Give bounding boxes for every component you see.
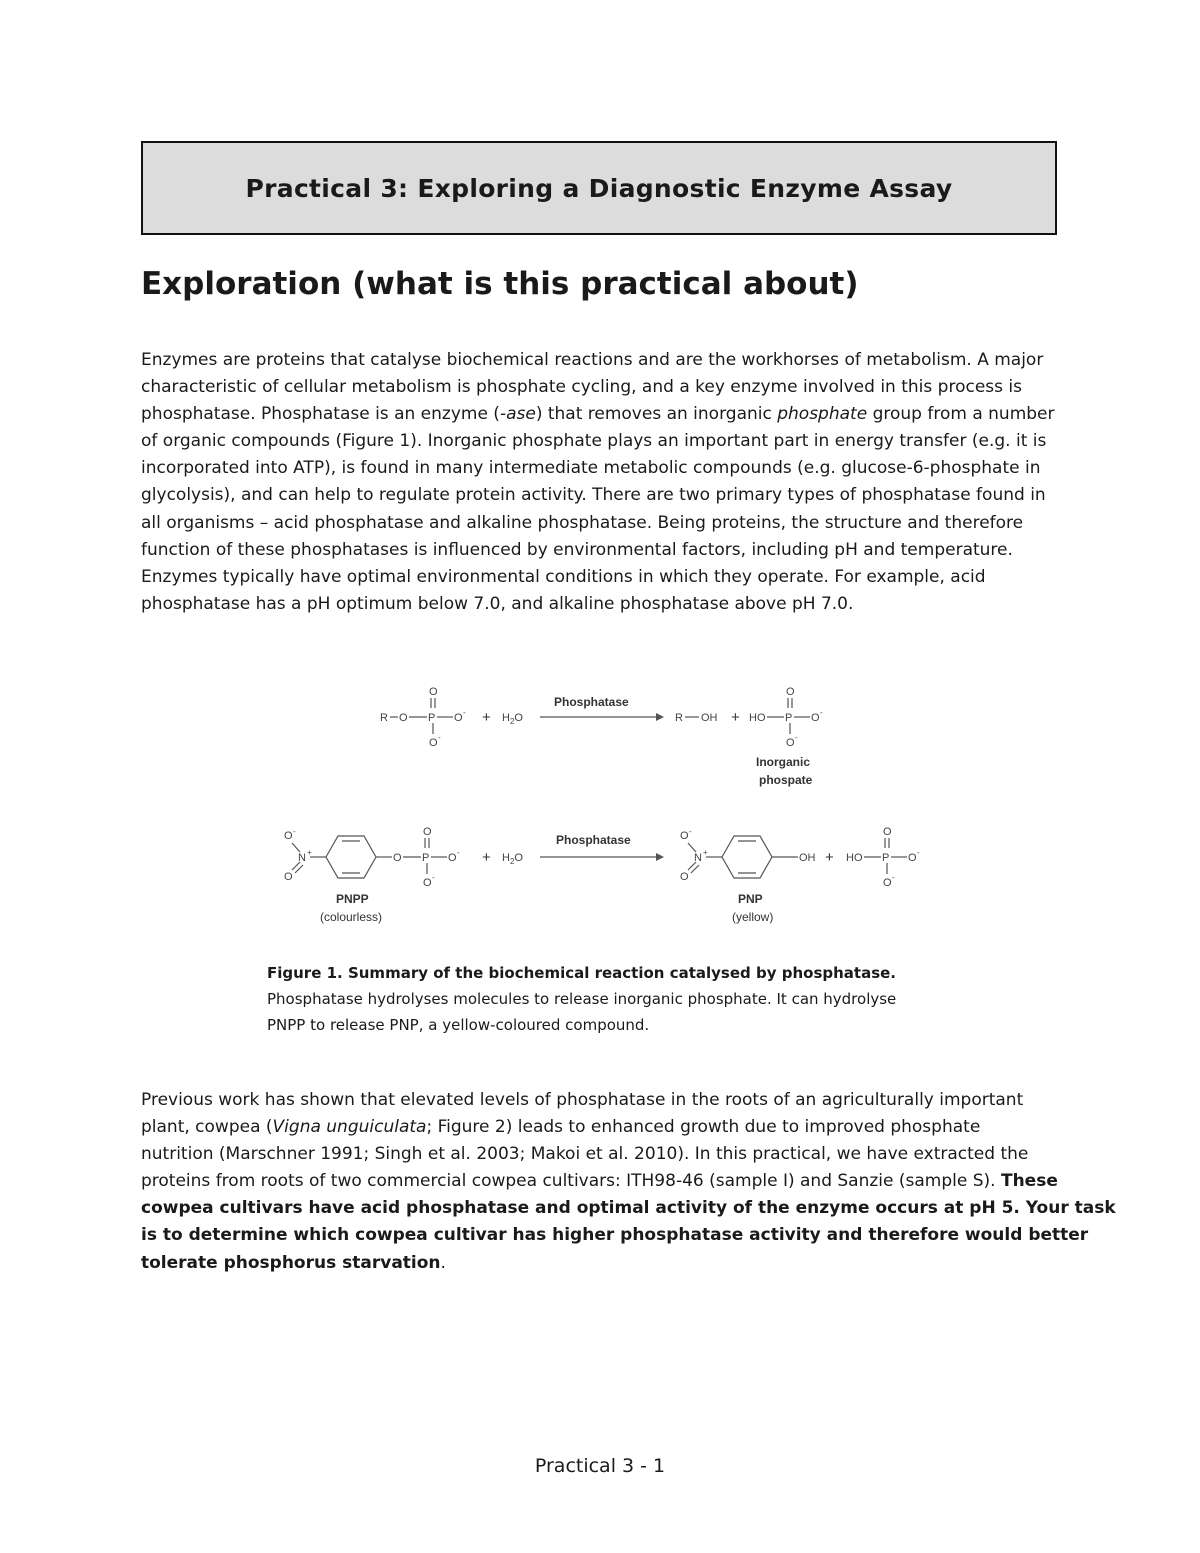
text-line: function of these phosphatases is influenced by environmental factors, including pH and temperature. <box>141 539 1013 560</box>
phospate-label: phospate <box>759 773 813 787</box>
pnp-label: PNP <box>738 892 763 906</box>
svg-text:O: O <box>399 712 408 724</box>
svg-text:P: P <box>785 712 793 724</box>
svg-text:HO: HO <box>846 852 863 864</box>
arrow-head-top <box>656 713 664 721</box>
svg-text:P: P <box>882 852 890 864</box>
svg-text:-: - <box>795 733 798 742</box>
alcohol-product <box>675 712 718 724</box>
text-line: is to determine which cowpea cultivar has higher phosphatase activity and therefore would better <box>141 1225 1089 1246</box>
svg-text:O: O <box>284 830 293 842</box>
svg-text:O: O <box>680 871 689 883</box>
svg-text:N: N <box>298 852 306 864</box>
svg-text:N: N <box>694 852 702 864</box>
figure-caption <box>267 960 967 1038</box>
svg-text:P: P <box>422 852 430 864</box>
inorganic-phosphate-molecule <box>749 686 823 749</box>
svg-text:-: - <box>438 733 441 742</box>
svg-text:O: O <box>393 852 402 864</box>
text-line: Previous work has shown that elevated levels of phosphatase in the roots of an agriculturally important <box>141 1090 1024 1110</box>
svg-text:O: O <box>454 712 463 724</box>
text-line: nutrition (Marschner 1991; Singh et al. 2003; Makoi et al. 2010). In this practical, we have extracted the <box>141 1144 1029 1165</box>
svg-text:+: + <box>482 849 491 866</box>
water-label-2: $H_2O$ <box>502 852 523 866</box>
pnp-molecule <box>680 827 816 883</box>
svg-text:+: + <box>307 848 312 857</box>
svg-text:R: R <box>380 712 388 724</box>
svg-text:O: O <box>883 826 892 838</box>
enzyme-label-bottom: Phosphatase <box>556 833 631 847</box>
svg-text:+: + <box>731 709 740 726</box>
text-line: all organisms – acid phosphatase and alkaline phosphatase. Being proteins, the structure and therefore <box>141 512 1024 533</box>
svg-text:+: + <box>825 849 834 866</box>
svg-text:+: + <box>703 848 708 857</box>
text-line: of organic compounds (Figure 1). Inorganic phosphate plays an important part in energy transfer (e.g. it is <box>141 431 1047 452</box>
svg-text:-: - <box>892 873 895 882</box>
text-line: Enzymes are proteins that catalyse biochemical reactions and are the workhorses of metabolism. A major <box>141 350 1044 370</box>
svg-text:OH: OH <box>799 852 816 864</box>
svg-text:-: - <box>293 827 296 836</box>
pnpp-molecule <box>284 826 460 889</box>
inorganic-label: Inorganic <box>756 755 811 769</box>
svg-text:O: O <box>423 877 432 889</box>
text-line: proteins from roots of two commercial cowpea cultivars: ITH98-46 (sample I) and Sanzie (sample S). These <box>141 1171 1058 1192</box>
intro-paragraph <box>141 347 1059 618</box>
phosphate-ester-molecule <box>380 686 466 749</box>
text-line: cowpea cultivars have acid phosphatase and optimal activity of the enzyme occurs at pH 5. Your task <box>141 1198 1116 1219</box>
text-line: phosphatase. Phosphatase is an enzyme (-ase) that removes an inorganic phosphate group from a number <box>141 404 1055 425</box>
svg-text:O: O <box>429 686 438 698</box>
svg-text:O: O <box>680 830 689 842</box>
svg-text:P: P <box>428 712 436 724</box>
svg-text:O: O <box>448 852 457 864</box>
svg-text:OH: OH <box>701 712 718 724</box>
text-line: glycolysis), and can help to regulate protein activity. There are two primary types of phosphatase found in <box>141 485 1046 506</box>
svg-text:O: O <box>423 826 432 838</box>
svg-text:+: + <box>482 709 491 726</box>
section-heading: Exploration (what is this practical about) <box>141 266 859 302</box>
caption-title: Figure 1. Summary of the biochemical reaction catalysed by phosphatase. <box>267 964 896 982</box>
text-line: plant, cowpea (Vigna unguiculata; Figure 2) leads to enhanced growth due to improved phosphate <box>141 1117 981 1138</box>
task-paragraph <box>141 1087 1116 1277</box>
svg-text:-: - <box>432 873 435 882</box>
svg-text:O: O <box>786 737 795 749</box>
page-footer: Practical 3 - 1 <box>534 1455 666 1477</box>
text-line: Enzymes typically have optimal environmental conditions in which they operate. For example, acid <box>141 566 986 587</box>
arrow-head-bottom <box>656 853 664 861</box>
caption-line: PNPP to release PNP, a yellow-coloured compound. <box>267 1016 650 1034</box>
yellow-label: (yellow) <box>732 910 774 924</box>
svg-text:O: O <box>883 877 892 889</box>
svg-text:R: R <box>675 712 683 724</box>
svg-text:O: O <box>786 686 795 698</box>
water-label: $H_2O$ <box>502 712 523 726</box>
enzyme-label-top: Phosphatase <box>554 695 629 709</box>
colourless-label: (colourless) <box>320 910 383 924</box>
svg-text:O: O <box>811 712 820 724</box>
text-line: tolerate phosphorus starvation. <box>141 1252 446 1273</box>
text-line: incorporated into ATP), is found in many intermediate metabolic compounds (e.g. glucose-6-phosphate in <box>141 458 1041 479</box>
pnpp-label: PNPP <box>336 892 369 906</box>
svg-text:-: - <box>457 848 460 857</box>
svg-text:-: - <box>689 827 692 836</box>
caption-line: Phosphatase hydrolyses molecules to release inorganic phosphate. It can hydrolyse <box>267 990 897 1008</box>
svg-text:-: - <box>820 708 823 717</box>
text-line: characteristic of cellular metabolism is phosphate cycling, and a key enzyme involved in this process is <box>141 377 1022 398</box>
svg-text:O: O <box>284 871 293 883</box>
practical-title: Practical 3: Exploring a Diagnostic Enzyme Assay <box>245 173 953 203</box>
text-line: phosphatase has a pH optimum below 7.0, and alkaline phosphatase above pH 7.0. <box>141 593 854 614</box>
svg-text:HO: HO <box>749 712 766 724</box>
svg-text:O: O <box>908 852 917 864</box>
reaction-diagram <box>270 676 942 936</box>
reaction-figure <box>270 676 942 936</box>
title-box <box>141 141 1057 235</box>
svg-text:O: O <box>429 737 438 749</box>
phosphate-product-bottom <box>846 826 920 889</box>
svg-text:-: - <box>463 708 466 717</box>
svg-text:-: - <box>917 848 920 857</box>
